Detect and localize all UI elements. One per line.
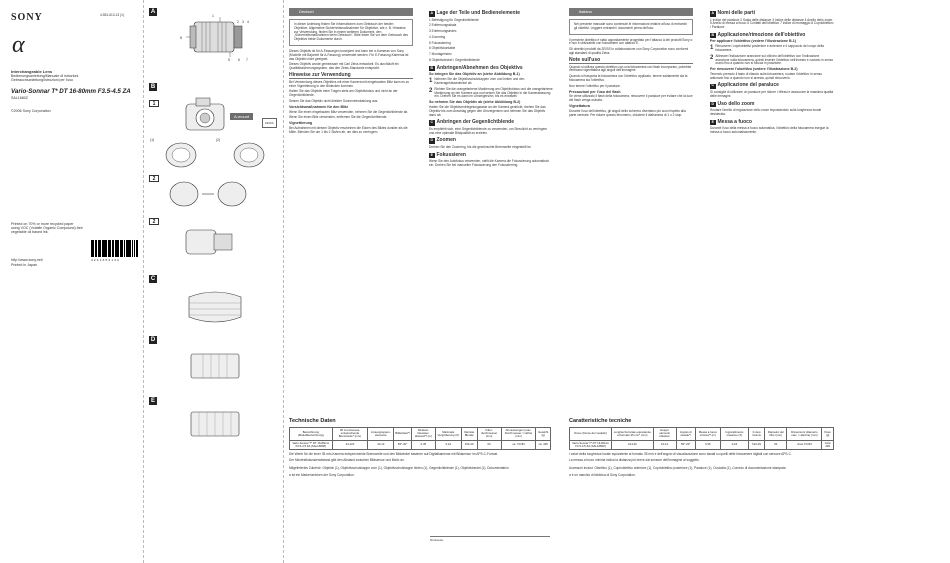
italian-th: Peso (g) [822, 428, 834, 441]
model-number: SAL1680Z [11, 96, 28, 101]
german-accessories: Mitgeliefertes Zubehör: Objektiv (1), Objektivschutzkappe vorn (1), Objektivschutzkappe hinten (1), Gegenlichtblende (1), Objektivbeutel (1), Dokumentation [289, 465, 509, 470]
italian-nomi-text: 1 Indice del paraluce 2 Scala delle distanze 3 Indice delle distanze 4 Anello dello zoom 5 Anello di messa a fuoco 6 Contatti dell'obiettivo 7 Indice di montaggio 8 Copriobiettivo / Paraluce [710, 17, 834, 30]
italian-th: Gruppi-elementi obiettivo [653, 428, 676, 441]
german-anbringen-header: B Anbringen/Abnehmen des Objektivs [430, 64, 523, 71]
german-vorsicht-1: Wenn Sie einen eingebauten Blitz verwenden, nehmen Sie die Gegenlichtblende ab. [289, 109, 409, 114]
german-th: Bildwinkel*² [394, 428, 411, 441]
callout-1: 1 [212, 14, 214, 18]
italian-p2: Il presente obiettivo è stato appositamente progettato per l'attacco A dei prodotti Sony α e non è utilizzabile con fotocamere con attacco E. [569, 37, 693, 46]
german-abnehmen-text: Halten Sie die Objektiventriegelungstaste an der Kamera gedrückt, drehen Sie das Objektiv bis zum Anschlag gegen den Uhrzeigersinn und nehmen Sie das Objektiv dann ab. [429, 104, 546, 117]
italian-zoom-header: D Uso dello zoom [711, 100, 755, 107]
german-th: Bezeichnung (Modellbezeichnung) [290, 428, 333, 441]
german-hinweise-2: Halten Sie das Objektiv beim Tragen stets am Objektivtubus und nicht an der Gegenlichtblende. [289, 89, 398, 98]
german-tech-title: Technische Daten [289, 418, 336, 424]
german-hinweise-title: Hinweise zur Verwendung [289, 74, 413, 79]
italian-note-3: Non tenere l'obiettivo per il paraluce. [569, 83, 621, 88]
german-lage-2: 2 Entfernungsskala [429, 23, 457, 28]
zeiss-badge: ZEISS [262, 118, 277, 128]
german-th: Gewicht (g) [536, 428, 551, 441]
italian-rim-sub: Per rimuovere l'obiettivo (vedere l'illustrazione B-2) [710, 67, 798, 72]
italian-paraluce-text: Si consiglia di utilizzare un paraluce per ridurre i riflessi e assicurare la massima qualità delle immagini. [710, 90, 834, 98]
german-vign-title: Vignettierung [289, 121, 313, 126]
german-td: f/22-29 [461, 440, 477, 449]
doc-code: 4-551-613-13 (1) [100, 13, 124, 17]
german-lage-5: 5 Fokussierring [429, 40, 451, 45]
german-zoomen-text: Drehen Sie den Zoomring, bis die gewünschte Brennweite eingestellt ist. [429, 144, 532, 149]
german-td: 0,35 [411, 440, 435, 449]
italian-rim-text: Tenendo premuto il tasto di rilascio sulla fotocamera, ruotare l'obiettivo in senso antiorario fino a quando non si arresta, quindi rimuoverlo. [710, 71, 823, 80]
italian-td: 83°-20° [676, 440, 695, 449]
german-tech-note-2: Der Mindestfokussierabstand gibt den Abstand zwischen Bildsensor und Motiv an. [289, 457, 405, 462]
callout-3: 3 [242, 20, 244, 24]
german-fokus-text: Wenn Sie den Autofokus verwenden, stellt die Kamera die Fokussierung automatisch ein. Drehen Sie bei manueller Fokussierung den Fokussierring. [429, 159, 550, 168]
italian-td: circa 445 [822, 440, 834, 449]
german-th: Linsengruppen-elemente [368, 428, 394, 441]
fold-line-2 [283, 0, 284, 563]
italian-th: Lunghezza focale equivalente al formato 35 mm* (mm) [612, 428, 654, 441]
barcode-bar [110, 240, 111, 257]
product-name: Vario-Sonnar T* DT 16-80mm F3.5-4.5 ZA [11, 87, 131, 95]
figure-b1-part-1: (1) [150, 138, 155, 142]
fold-line [143, 0, 144, 563]
italian-fuoco-header: E Messa a fuoco [711, 118, 752, 125]
figure-letter-e: E [150, 398, 155, 404]
callout-2: 2 [237, 20, 239, 24]
german-gegenlicht-text: Es empfiehlt sich, eine Gegenlichtblende zu verwenden, um Streulicht zu verringern und eine optimale Bildqualität zu erzielen. [429, 126, 548, 135]
italian-zoom-text: Ruotare l'anello di regolazione dello zoom impostandolo sulla lunghezza focale desiderata. [710, 108, 822, 116]
copyright: ©2006 Sony Corporation [11, 109, 51, 114]
figure-b1-part-2: (2) [216, 138, 221, 142]
german-step-2: Richten Sie die orangefarbene Markierung am Objektivtubus und die orangefarbene Markierung an der Kamera aus und setzen Sie das Objektiv in die Kamerafassung ein. Drehen Sie es dann im Uhrzeigersinn, bis es einrastet. [434, 86, 553, 99]
barcode-bar [105, 240, 106, 257]
barcode [91, 240, 129, 264]
italian-td: 0,35 [695, 440, 720, 449]
italian-tech-note-1: I valori della lunghezza focale equivalente al formato 35 mm e dell'angolo di visualizzazione sono basati su quelli delle fotocamere digitali con sensore APS-C. [569, 452, 792, 457]
german-td: ca. 72×83 [501, 440, 536, 449]
italian-td: circa 72×83 [787, 440, 822, 449]
italian-appl-sub: Per applicare l'obiettivo (vedere l'illustrazione B-1) [710, 39, 797, 44]
german-th: Kleinste Blende [461, 428, 477, 441]
german-lage-4: 4 Zoomring [429, 34, 446, 39]
italian-th: Angolo di visuale*² [676, 428, 695, 441]
italian-flash-text: Se viene utilizzato il flash della fotocamera, rimuovere il paraluce per evitare che la luce del flash venga ostruita. [569, 94, 693, 103]
italian-intro: Nel presente manuale sono contenute le informazioni relative all'uso di entrambi gli obiettivi. Leggere entrambi i documenti prima dell'uso. [569, 19, 693, 35]
sony-logo: SONY [11, 12, 43, 23]
german-lage-6: 6 Objektivkontakte [429, 46, 456, 51]
italian-nomi-header: A Nomi delle parti [711, 9, 756, 16]
front-cap-diagram [226, 138, 272, 172]
german-th: Abmessungen (max. Durchmesser × Höhe) (mm) [501, 428, 536, 441]
italian-td: 0,24 [720, 440, 748, 449]
lang-tab-german: Deutsch [289, 8, 413, 16]
german-vorsicht-2: Wenn Sie einen Blitz verwenden, entfernen Sie die Gegenlichtblende. [289, 115, 388, 120]
italian-fuoco-text: Durante l'uso della messa a fuoco automatica, l'obiettivo della fotocamera esegue la messa a fuoco automaticamente. [710, 126, 829, 135]
german-lage-1: 1 Befestigung für Gegenlichtblende [429, 17, 479, 22]
italian-th: Dimensioni (diametro max. × altezza) (mm) [787, 428, 822, 441]
figure-letter-c: C [150, 276, 156, 282]
italian-td: Vario-Sonnar T* DT 16-80mm F3.5-4.5 ZA (SAL1680Z) [570, 440, 612, 449]
recycle-note: Printed on 70% or more recycled paper using VOC (Volatile Organic Compound)-free vegetable oil based ink. [11, 222, 83, 235]
italian-th: Messa a fuoco minima*³ (m) [695, 428, 720, 441]
german-tech-note-1: Die Werte für die einer 35 mm-Kamera entsprechende Brennweite und den Bildwinkel basieren auf Digitalkameras mit Bildsensor im APS-C-Format. [289, 452, 498, 457]
german-lage-list [429, 19, 553, 63]
italian-note-title: Note sull'uso [569, 59, 693, 64]
german-th: Maximale Vergrößerung (X) [435, 428, 461, 441]
italian-vign-title: Vignettatura [569, 103, 590, 108]
german-p2: Dieses Objektiv ist für A-Fassungen konzipiert und kann bei α-Kameras von Sony (Modelle mit Bajonett für A-Fassung) verwendet werden. Für E-Fassung-Kameras ist das Objektiv nicht geeignet. [289, 48, 409, 61]
german-lage-header: A Lage der Teile und Bedienelemente [430, 9, 521, 16]
alpha-logo: α [12, 32, 25, 58]
italian-trademark: α è un marchio di fabbrica di Sony Corporation. [569, 473, 636, 478]
german-td: 0,24 [435, 440, 461, 449]
callout-4: 4 [247, 20, 249, 24]
a-mount-badge: A-mount [230, 113, 253, 120]
german-trademark: α ist ein Markenzeichen der Sony Corporation. [289, 473, 355, 478]
italian-accessories: Accessori inclusi: Obiettivo (1), Copriobiettivo anteriore (1), Copriobiettivo posteriore (1), Paraluce (1), Custodia (1), Corredo di documentazione stampata [569, 465, 786, 470]
figure-letter-a: A [150, 9, 156, 15]
italian-spec-table [569, 427, 834, 450]
camera-body-diagram [178, 92, 232, 136]
lens-attached-diagram [180, 220, 240, 264]
german-spec-table [289, 427, 551, 450]
website-url[interactable]: http://www.sony.net/ [11, 258, 43, 262]
barcode-number: 4 2 6 1 6 5 3 1 3 0 [91, 258, 119, 262]
italian-tech-title: Caratteristiche tecniche [569, 418, 632, 424]
german-lage-7: 7 Montageindex [429, 52, 452, 57]
italian-td: 62 [765, 440, 787, 449]
german-vign-text: Bei Aufnahmen mit diesem Objektiv erscheinen die Ecken des Bildes dunkler als die Mitte. Blenden Sie um 1 bis 2 Stufen ab, um dies zu verringern. [289, 125, 408, 134]
german-td: 62 [477, 440, 501, 449]
german-td: ca. 445 [536, 440, 551, 449]
german-hinweise-3: Setzen Sie das Objektiv nicht direkter Sonneneinstrahlung aus. [289, 98, 379, 103]
italian-note-2: Quando si trasporta la fotocamera con l'obiettivo applicato, tenere saldamente sia la fotocamera sia l'obiettivo. [569, 74, 688, 82]
german-th: Mindest-fokussier-abstand*³ (m) [411, 428, 435, 441]
manual-title-2: Gebrauchsanleitung/Istruzioni per l'uso [11, 78, 74, 83]
german-td: Vario-Sonnar T* DT 16-80mm F3.5-4.5 ZA (SAL1680Z) [290, 440, 333, 449]
italian-paraluce-header: C Applicazione del paraluce [711, 82, 779, 89]
german-vorsicht-title: Vorsichtsmaßnahmen für den Blitz [289, 104, 349, 109]
italian-p3: Gli obiettivi prodotti da ZEISS in collaborazione con Sony Corporation sono conformi agli standard di qualità Zeiss. [569, 47, 689, 55]
figure-b2-label: 2 [149, 175, 159, 182]
figure-letter-b: B [150, 84, 156, 90]
reverse-label: Rückseite [430, 536, 550, 542]
italian-td: 10-14 [653, 440, 676, 449]
callout-8: 8 [180, 36, 182, 40]
focus-ring-diagram [185, 404, 245, 444]
zoom-ring-diagram [185, 344, 245, 388]
german-td: 83°-20° [394, 440, 411, 449]
manual-title-1: Bedienungsanleitung/Manuale di istruzioni [11, 74, 79, 79]
german-hinweise-1: Bei Verwendung dieses Objektivs mit einer Kamera mit eingebautem Blitz kann es zu einer Vignettierung in den Bildecken kommen. [289, 79, 410, 88]
german-p3: Dieses Objektiv wurde gemeinsam mit Carl Zeiss entwickelt. Es durchläuft ein Qualitätssicherungssystem, das den Zeiss-Standards entspricht. [289, 62, 399, 71]
callout-6: 6 [238, 58, 240, 62]
german-td: 24-120 [332, 440, 368, 449]
german-fokus-header: E Fokussieren [430, 151, 466, 158]
italian-th: Nome (Nome del modello) [570, 428, 612, 441]
german-td: 10-14 [368, 440, 394, 449]
printed-in: Printed in Japan [11, 263, 37, 267]
german-zoomen-header: D Zoomen [430, 137, 456, 144]
italian-th: F-stop minimo [749, 428, 765, 441]
german-gegenlicht-header: C Anbringen der Gegenlichtblende [430, 119, 515, 126]
hood-diagram [185, 285, 245, 329]
german-abnehmen-sub: So nehmen Sie das Objektiv ab (siehe Abbildung B-2) [429, 100, 521, 105]
italian-step-2: Allineare l'indicazione arancione sul cilindro dell'obiettivo con l'indicazione arancione sulla fotocamera, quindi inserire l'obiettivo nell'innesto e ruotarlo in senso orario fino a quando non si blocca in posizione. [715, 53, 834, 66]
lens-mount-diagram [162, 178, 272, 210]
figure-b1-label: 1 [149, 100, 159, 107]
german-anbringen-sub: So bringen Sie das Objektiv an (siehe Abbildung B-1) [429, 72, 520, 77]
italian-td: f/22-29 [749, 440, 765, 449]
callout-7: 7 [246, 58, 248, 62]
german-th: Filter-durchmesser (mm) [477, 428, 501, 441]
italian-th: Ingrandimento massimo (X) [720, 428, 748, 441]
figure-b3-label: 2 [149, 218, 159, 225]
product-category: Interchangeable Lens [11, 69, 53, 74]
callout-5: 5 [228, 58, 230, 62]
italian-appl-header: B Applicazione/rimozione dell'obiettivo [711, 31, 806, 38]
german-intro: In dieser Anleitung finden Sie Informationen zum Gebrauch der beiden Objektive. Allgemeine Sicherheitsmaßnahmen für Objektive, wie z. B. Hinweise zur Verwendung, finden Sie in einem weiteren Dokument, den „Sicherheitsmaßnahmen beim Gebrauch". Bitte lesen Sie vor dem Gebrauch des Objektivs beide Dokumente durch. [289, 19, 413, 46]
german-lage-8: 8 Objektivdeckel / Gegenlichtblende [429, 58, 480, 63]
german-lage-3: 3 Entfernungsindex [429, 29, 457, 34]
figure-letter-d: D [150, 337, 156, 343]
rear-cap-diagram [158, 138, 204, 172]
italian-tech-note-2: La messa a fuoco minima indica la distanza più breve dal sensore dell'immagine al soggetto. [569, 457, 700, 462]
italian-vign-text: Durante l'uso dell'obiettivo, gli angoli dello schermo diventano più scuri rispetto alla parte centrale. Per ridurre questo fenomeno, chiudere il diaframma di 1 o 2 stop. [569, 108, 686, 117]
italian-note-1: Quando si utilizza questo obiettivo con una fotocamera con flash incorporato, potrebbe verificarsi vignettatura agli angoli dell'immagine. [569, 64, 692, 73]
italian-th: Diametro del filtro (mm) [765, 428, 787, 441]
german-step-1: Nehmen Sie die Objektivschutzkappen vorn und hinten und den Kameragehäusedeckel ab. [434, 77, 525, 85]
italian-flash-title: Precauzioni per l'uso del flash [569, 89, 621, 94]
italian-step-1: Rimuovere i copriobiettivi posteriore e anteriore e il cappuccio del corpo della fotocamera. [715, 44, 824, 52]
lang-tab-italian: Italiano [569, 8, 693, 16]
german-th: 35 mm-Kamera-entsprechende Brennweite* (mm) [332, 428, 368, 441]
italian-td: 24-120 [612, 440, 654, 449]
